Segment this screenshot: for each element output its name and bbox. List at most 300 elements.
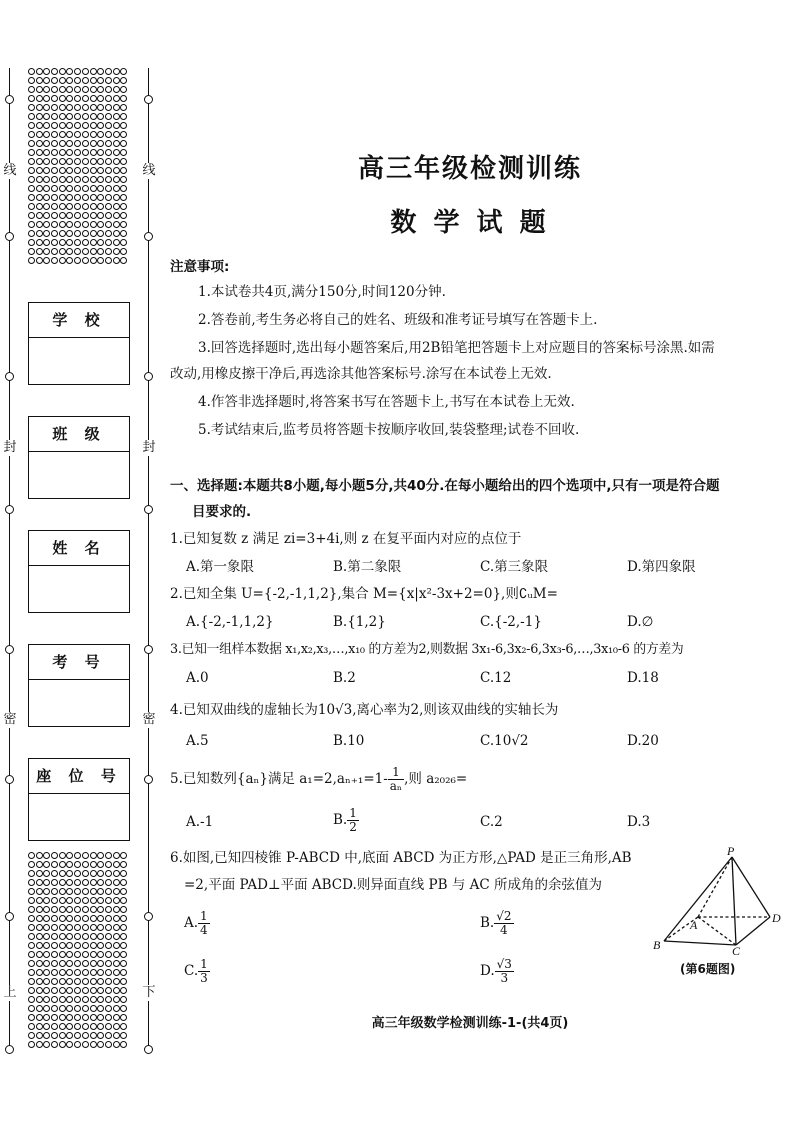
decor-dot (97, 906, 104, 913)
decor-dot (97, 257, 104, 264)
q6-option-d (480, 956, 514, 986)
decor-dot (59, 239, 66, 246)
name-blank[interactable] (29, 566, 129, 612)
decor-dot (36, 861, 43, 868)
decor-dot (43, 104, 50, 111)
decor-dot (43, 888, 50, 895)
decor-dot (59, 1005, 66, 1012)
decor-dot (66, 95, 73, 102)
decor-dot (36, 960, 43, 967)
decor-dot (113, 879, 120, 886)
decor-dot (43, 158, 50, 165)
decor-dot (43, 933, 50, 940)
binding-ring (5, 1045, 14, 1054)
class-field[interactable] (28, 416, 130, 499)
decor-dot (113, 924, 120, 931)
notice-item: 4.作答非选择题时,将答案书写在答题卡上,书写在本试卷上无效. (198, 394, 575, 410)
decor-dot (51, 942, 58, 949)
decor-dot (28, 167, 35, 174)
decor-dot (120, 861, 127, 868)
decor-dot (28, 933, 35, 940)
decor-dot (59, 257, 66, 264)
section-heading-cont: 目要求的. (192, 504, 252, 520)
decor-dot (36, 933, 43, 940)
decor-dot (82, 897, 89, 904)
decor-dot (28, 257, 35, 264)
decor-dot (36, 149, 43, 156)
decor-dot (82, 86, 89, 93)
decor-dot (66, 68, 73, 75)
decor-dot (90, 239, 97, 246)
q5-b-den: 2 (349, 820, 357, 834)
decor-dot (66, 915, 73, 922)
q6-option-b (480, 908, 514, 938)
decor-dot (43, 1041, 50, 1048)
decor-dot (113, 1032, 120, 1039)
decor-dot (82, 1032, 89, 1039)
decor-dot (59, 95, 66, 102)
decor-dot (97, 969, 104, 976)
decor-dot (28, 248, 35, 255)
decor-dot (105, 951, 112, 958)
decor-dot (90, 933, 97, 940)
decor-dot (59, 942, 66, 949)
edge-PB (664, 857, 732, 941)
decor-dot (36, 996, 43, 1003)
decor-dot (120, 888, 127, 895)
notice-heading: 注意事项: (170, 259, 230, 275)
decor-dot (120, 951, 127, 958)
decor-dot (97, 221, 104, 228)
decor-dot (66, 960, 73, 967)
edge-PA (698, 857, 732, 917)
decor-dot (74, 960, 81, 967)
decor-dot (51, 86, 58, 93)
question-6-stem-cont: =2,平面 PAD⊥平面 ABCD.则异面直线 PB 与 AC 所成角的余弦值为 (184, 877, 603, 893)
decor-dot (97, 987, 104, 994)
decor-dot (113, 140, 120, 147)
decor-dot (113, 131, 120, 138)
decor-dot (105, 122, 112, 129)
decor-dot (59, 879, 66, 886)
decor-dot (105, 194, 112, 201)
exam-number-blank[interactable] (29, 680, 129, 726)
decor-dot (43, 879, 50, 886)
decor-dot (82, 1014, 89, 1021)
decor-dot (105, 68, 112, 75)
binding-char-mi-left: 密 (3, 712, 17, 727)
decor-dot (43, 239, 50, 246)
decor-dot (66, 194, 73, 201)
q6-d-prefix: D. (480, 963, 495, 979)
decor-dot (113, 897, 120, 904)
decor-dot (97, 897, 104, 904)
decor-dot (97, 888, 104, 895)
decor-dot (74, 1014, 81, 1021)
decor-dot (43, 257, 50, 264)
decor-dot (51, 239, 58, 246)
decor-dot (36, 879, 43, 886)
decor-dot (90, 942, 97, 949)
decor-dot (36, 951, 43, 958)
decor-dot (90, 906, 97, 913)
decor-dot (74, 149, 81, 156)
decor-dot (59, 149, 66, 156)
decor-dot (36, 924, 43, 931)
decor-dot (51, 1032, 58, 1039)
decor-dot (105, 933, 112, 940)
decor-dot (74, 248, 81, 255)
q6-c-den: 3 (200, 971, 208, 985)
decor-dot (51, 1041, 58, 1048)
class-blank[interactable] (29, 452, 129, 498)
decor-dot (28, 1041, 35, 1048)
binding-ring (5, 645, 14, 654)
decor-dot (120, 897, 127, 904)
decor-dot (113, 1005, 120, 1012)
q6-a-frac (198, 910, 210, 937)
q5-option-c: C.2 (480, 814, 503, 830)
decor-dot (105, 248, 112, 255)
decor-dot (120, 77, 127, 84)
decor-dot (120, 68, 127, 75)
decor-dot (36, 978, 43, 985)
decor-dot (90, 978, 97, 985)
decor-dot (82, 122, 89, 129)
decor-dot (82, 978, 89, 985)
decor-dot (120, 158, 127, 165)
decor-dot (90, 158, 97, 165)
decor-dot (36, 239, 43, 246)
decor-dot (66, 897, 73, 904)
notice-item: 3.回答选择题时,选出每小题答案后,用2B铅笔把答题卡上对应题目的答案标号涂黑.如需 (198, 340, 715, 356)
decor-dot (82, 861, 89, 868)
decor-dot (97, 149, 104, 156)
decor-dot (74, 861, 81, 868)
decor-dot (105, 95, 112, 102)
decor-dot (113, 167, 120, 174)
decor-dot (74, 140, 81, 147)
decor-dot (59, 248, 66, 255)
decor-dot (120, 933, 127, 940)
decor-dot (51, 248, 58, 255)
decor-dot (120, 113, 127, 120)
decor-dot (51, 1014, 58, 1021)
name-field[interactable] (28, 530, 130, 613)
decor-dot (36, 131, 43, 138)
decor-dot (82, 194, 89, 201)
edge-CD (736, 917, 770, 945)
decor-dot (66, 113, 73, 120)
decor-dot (90, 951, 97, 958)
vertex-B: B (653, 938, 661, 952)
decor-dot (113, 1023, 120, 1030)
decor-dot (113, 906, 120, 913)
decor-dot (28, 906, 35, 913)
decor-dot (97, 1041, 104, 1048)
decor-dot (113, 248, 120, 255)
decor-dot (113, 888, 120, 895)
seat-number-field[interactable] (28, 758, 130, 841)
decor-dot (97, 86, 104, 93)
decor-dot (51, 77, 58, 84)
decor-dot (66, 969, 73, 976)
decor-dot (82, 906, 89, 913)
decor-dot (97, 77, 104, 84)
seat-number-label: 座 位 号 (29, 759, 129, 794)
decor-dot (51, 906, 58, 913)
decor-dot (74, 978, 81, 985)
decor-dot (74, 122, 81, 129)
school-blank[interactable] (29, 338, 129, 384)
decor-dot (36, 1023, 43, 1030)
decor-dot (90, 248, 97, 255)
q3-option-d: D.18 (627, 670, 659, 686)
decor-dot (82, 212, 89, 219)
decor-dot (90, 960, 97, 967)
decor-dot (43, 185, 50, 192)
decor-dot (120, 86, 127, 93)
decor-dot (66, 149, 73, 156)
decor-dot (51, 185, 58, 192)
decor-dot (90, 230, 97, 237)
decor-dot (36, 852, 43, 859)
decor-dot (97, 167, 104, 174)
decor-dot (59, 1023, 66, 1030)
decor-dot (74, 257, 81, 264)
question-2-stem: 2.已知全集 U={-2,-1,1,2},集合 M={x|x²-3x+2=0},则∁ᵤM= (170, 586, 558, 602)
q3-option-c: C.12 (480, 670, 512, 686)
dot-pattern-top (28, 68, 128, 264)
decor-dot (120, 1032, 127, 1039)
decor-dot (82, 176, 89, 183)
decor-dot (120, 176, 127, 183)
decor-dot (74, 1005, 81, 1012)
q5-b-num: 1 (349, 806, 357, 820)
decor-dot (105, 960, 112, 967)
decor-dot (90, 1041, 97, 1048)
left-binding-line (9, 68, 10, 1053)
decor-dot (82, 158, 89, 165)
decor-dot (120, 167, 127, 174)
decor-dot (105, 104, 112, 111)
binding-char-xian-left: 线 (3, 163, 17, 178)
decor-dot (59, 861, 66, 868)
decor-dot (59, 212, 66, 219)
decor-dot (97, 203, 104, 210)
decor-dot (82, 104, 89, 111)
school-field[interactable] (28, 302, 130, 385)
q6-a-num: 1 (200, 909, 208, 923)
decor-dot (51, 924, 58, 931)
decor-dot (97, 870, 104, 877)
decor-dot (51, 951, 58, 958)
decor-dot (28, 960, 35, 967)
decor-dot (113, 861, 120, 868)
decor-dot (105, 176, 112, 183)
decor-dot (28, 212, 35, 219)
decor-dot (74, 194, 81, 201)
decor-dot (59, 158, 66, 165)
decor-dot (28, 122, 35, 129)
q6-c-frac (198, 958, 210, 985)
decor-dot (97, 1005, 104, 1012)
seat-number-blank[interactable] (29, 794, 129, 840)
decor-dot (28, 95, 35, 102)
edge-AC (698, 917, 736, 945)
decor-dot (90, 852, 97, 859)
decor-dot (51, 861, 58, 868)
decor-dot (105, 915, 112, 922)
decor-dot (43, 1023, 50, 1030)
decor-dot (120, 230, 127, 237)
decor-dot (74, 879, 81, 886)
decor-dot (43, 1014, 50, 1021)
decor-dot (43, 960, 50, 967)
decor-dot (36, 870, 43, 877)
decor-dot (82, 221, 89, 228)
decor-dot (113, 1014, 120, 1021)
decor-dot (36, 1041, 43, 1048)
decor-dot (90, 149, 97, 156)
decor-dot (82, 1005, 89, 1012)
decor-dot (105, 239, 112, 246)
decor-dot (82, 248, 89, 255)
decor-dot (113, 969, 120, 976)
decor-dot (82, 131, 89, 138)
class-label: 班 级 (29, 417, 129, 452)
decor-dot (28, 942, 35, 949)
decor-dot (59, 203, 66, 210)
decor-dot (97, 1014, 104, 1021)
decor-dot (97, 158, 104, 165)
q5-option-d: D.3 (627, 814, 651, 830)
decor-dot (66, 861, 73, 868)
q4-option-b: B.10 (333, 733, 365, 749)
decor-dot (120, 942, 127, 949)
decor-dot (90, 915, 97, 922)
decor-dot (36, 140, 43, 147)
decor-dot (59, 852, 66, 859)
decor-dot (113, 212, 120, 219)
q6-d-frac (495, 958, 514, 985)
decor-dot (74, 86, 81, 93)
binding-char-shang: 上 (3, 985, 17, 1000)
decor-dot (120, 852, 127, 859)
decor-dot (28, 879, 35, 886)
q6-c-prefix: C. (184, 963, 199, 979)
q3-option-b: B.2 (333, 670, 356, 686)
decor-dot (36, 221, 43, 228)
decor-dot (66, 104, 73, 111)
decor-dot (90, 122, 97, 129)
decor-dot (82, 969, 89, 976)
decor-dot (97, 996, 104, 1003)
exam-number-field[interactable] (28, 644, 130, 727)
decor-dot (51, 221, 58, 228)
decor-dot (82, 870, 89, 877)
decor-dot (59, 221, 66, 228)
exam-title: 高三年级检测训练 (357, 154, 582, 184)
decor-dot (97, 924, 104, 931)
decor-dot (90, 221, 97, 228)
decor-dot (97, 239, 104, 246)
binding-char-mi-right: 密 (142, 712, 156, 727)
decor-dot (113, 933, 120, 940)
decor-dot (28, 194, 35, 201)
decor-dot (90, 185, 97, 192)
decor-dot (43, 167, 50, 174)
q6-b-den: 4 (500, 923, 508, 937)
decor-dot (105, 203, 112, 210)
decor-dot (36, 212, 43, 219)
decor-dot (113, 942, 120, 949)
decor-dot (120, 131, 127, 138)
decor-dot (74, 158, 81, 165)
decor-dot (90, 86, 97, 93)
decor-dot (74, 852, 81, 859)
decor-dot (43, 906, 50, 913)
decor-dot (36, 176, 43, 183)
decor-dot (105, 852, 112, 859)
decor-dot (66, 140, 73, 147)
decor-dot (82, 77, 89, 84)
decor-dot (74, 906, 81, 913)
decor-dot (36, 185, 43, 192)
decor-dot (43, 230, 50, 237)
decor-dot (105, 861, 112, 868)
decor-dot (74, 870, 81, 877)
decor-dot (28, 924, 35, 931)
decor-dot (59, 978, 66, 985)
decor-dot (51, 68, 58, 75)
decor-dot (120, 122, 127, 129)
decor-dot (59, 870, 66, 877)
decor-dot (36, 906, 43, 913)
binding-ring (144, 232, 153, 241)
decor-dot (51, 978, 58, 985)
decor-dot (105, 942, 112, 949)
decor-dot (36, 942, 43, 949)
question-1-stem: 1.已知复数 z 满足 zi=3+4i,则 z 在复平面内对应的点位于 (170, 531, 522, 547)
decor-dot (43, 987, 50, 994)
decor-dot (120, 1023, 127, 1030)
decor-dot (66, 239, 73, 246)
decor-dot (28, 185, 35, 192)
decor-dot (43, 861, 50, 868)
decor-dot (74, 897, 81, 904)
decor-dot (113, 257, 120, 264)
decor-dot (51, 149, 58, 156)
decor-dot (74, 77, 81, 84)
decor-dot (74, 167, 81, 174)
binding-ring (144, 95, 153, 104)
decor-dot (51, 915, 58, 922)
decor-dot (120, 212, 127, 219)
decor-dot (59, 185, 66, 192)
decor-dot (120, 924, 127, 931)
decor-dot (59, 1032, 66, 1039)
decor-dot (82, 852, 89, 859)
decor-dot (97, 879, 104, 886)
decor-dot (105, 1005, 112, 1012)
decor-dot (105, 870, 112, 877)
decor-dot (74, 996, 81, 1003)
decor-dot (51, 996, 58, 1003)
decor-dot (120, 185, 127, 192)
decor-dot (59, 987, 66, 994)
decor-dot (82, 140, 89, 147)
